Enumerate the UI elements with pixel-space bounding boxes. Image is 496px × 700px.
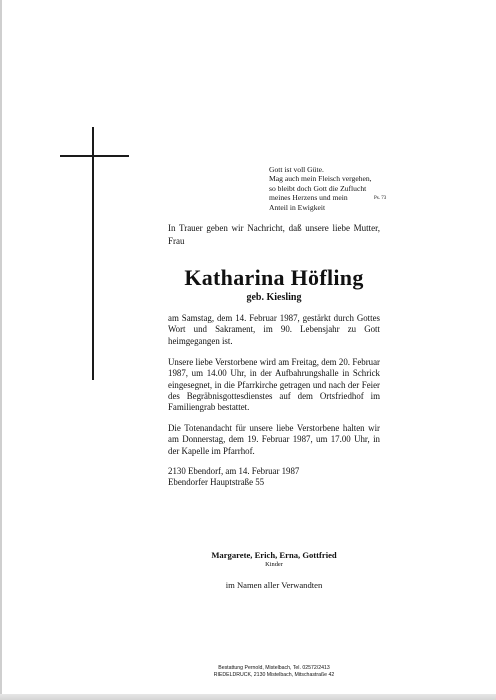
verse-line: Anteil in Ewigkeit (269, 202, 326, 212)
funeral-paragraph: Unsere liebe Verstorbene wird am Freitag, dem 20. Februar 1987, um 14.00 Uhr, in der Aufbahrungshalle in Schrick eingesegnet, in die Pfarrkirche getragen und nach der Feier des Begräbnisgottesdienstes auf dem Ortsfriedhof im Familiengrab bestattet. (168, 357, 380, 413)
address-block (168, 466, 380, 489)
printer-imprint (168, 665, 380, 678)
verse-reference: Ps. 73 (374, 196, 387, 201)
verse-line: meines Herzens und mein (269, 193, 348, 203)
signers-role: Kinder (265, 561, 283, 568)
verse-line: Gott ist voll Güte. (269, 165, 324, 174)
family-line: im Namen aller Verwandten (225, 580, 323, 590)
page-bottom-edge (0, 694, 496, 700)
page-edge-shadow (0, 0, 2, 700)
street-address: Ebendorfer Hauptstraße 55 (168, 477, 265, 488)
cross-symbol-vertical (92, 127, 94, 380)
cross-symbol-horizontal (60, 155, 129, 157)
printer-line: Bestattung Pernold, Mistelbach, Tel. 02572/2413 (218, 665, 330, 671)
printer-line: RIEDELDRUCK, 2130 Mistelbach, Mitschastraße 42 (213, 671, 335, 678)
psalm-verse (269, 165, 389, 212)
death-paragraph: am Samstag, dem 14. Februar 1987, gestärkt durch Gottes Wort und Sakrament, im 90. Lebensjahr zu Gott heimgegangen ist. (168, 313, 380, 346)
signers-names: Margarete, Erich, Erna, Gottfried (211, 550, 337, 560)
intro-text: In Trauer geben wir Nachricht, daß unsere liebe Mutter, Frau (168, 223, 380, 246)
maiden-name: geb. Kiesling (246, 292, 302, 303)
vigil-paragraph: Die Totenandacht für unsere liebe Verstorbene halten wir am Donnerstag, dem 19. Februar 1987, um 17.00 Uhr, in der Kapelle im Pfarrhof. (168, 423, 380, 456)
verse-line: so bleibt doch Gott die Zuflucht (269, 183, 367, 193)
deceased-name: Katharina Höfling (184, 265, 364, 290)
place-date: 2130 Ebendorf, am 14. Februar 1987 (168, 466, 300, 476)
verse-line: Mag auch mein Fleisch vergehen, (269, 174, 372, 184)
